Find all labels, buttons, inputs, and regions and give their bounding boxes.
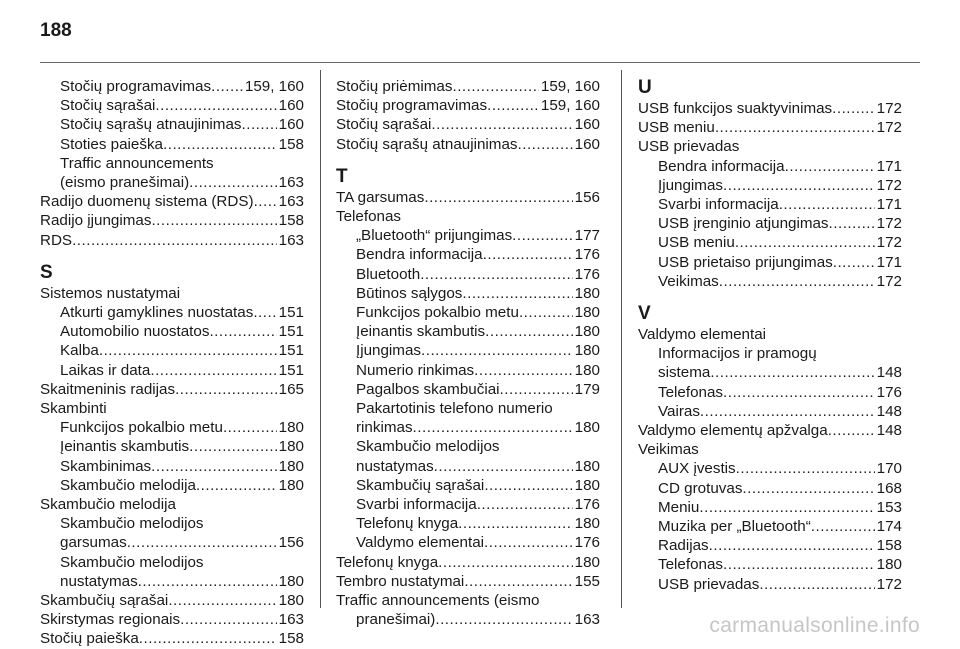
index-subentry [638, 195, 902, 214]
index-entry-term: Valdymo elementai [356, 534, 485, 552]
dot-leader [420, 265, 572, 284]
index-entry-term: Stočių sąrašų atnaujinimas [60, 116, 242, 134]
dot-leader [431, 115, 572, 134]
index-entry [336, 96, 600, 115]
index-entry-term: Radijo duomenų sistema (RDS) [40, 193, 254, 211]
index-subentry [336, 226, 600, 245]
dot-leader [462, 284, 572, 303]
dot-leader [72, 231, 277, 250]
index-entry-term: Veikimas [658, 272, 719, 290]
dot-leader [434, 457, 573, 476]
index-subentry [336, 284, 600, 303]
index-entry-term: Funkcijos pokalbio metu [60, 419, 223, 437]
index-subentry [40, 303, 304, 322]
index-entry-term: Stočių sąrašai [336, 116, 432, 134]
index-entry-pages: 180 [574, 419, 600, 437]
dot-leader [458, 514, 572, 533]
index-entry-term: Radijas [658, 537, 709, 555]
index-entry-pages: 159, 160 [244, 78, 304, 95]
index-subentry [638, 157, 902, 176]
index-entry-heading: Veikimas [638, 441, 699, 459]
index-entry [40, 211, 304, 230]
index-subentry [336, 514, 600, 533]
index-subentry [40, 135, 304, 154]
dot-leader [413, 418, 573, 437]
index-subentry [638, 498, 902, 517]
dot-leader [254, 192, 277, 211]
index-subentry [40, 361, 304, 380]
index-entry-pages: 163 [278, 193, 304, 211]
index-entry-pages: 159, 160 [540, 78, 600, 95]
index-subentry [638, 575, 902, 594]
index-subentry [638, 383, 902, 402]
dot-leader [512, 226, 572, 245]
index-subentry [638, 233, 902, 252]
index-subentry [40, 533, 304, 552]
dot-leader [484, 533, 573, 552]
dot-leader [723, 383, 875, 402]
dot-leader [155, 96, 276, 115]
dot-leader [828, 421, 875, 440]
index-entry [336, 553, 600, 572]
index-entry-pages: 180 [278, 438, 304, 456]
index-entry-pages: 172 [876, 234, 902, 252]
index-entry-pages: 165 [278, 380, 304, 398]
index-entry [40, 610, 304, 629]
dot-leader [189, 437, 277, 456]
index-entry-pages: 180 [574, 284, 600, 302]
dot-leader [189, 173, 277, 192]
index-entry-term: CD grotuvas [658, 479, 743, 497]
index-subentry [638, 176, 902, 195]
index-entry-pages: 160 [574, 135, 600, 153]
index-subentry [40, 476, 304, 495]
index-entry-pages: 179 [574, 380, 600, 398]
dot-leader [127, 533, 277, 552]
index-entry-pages: 172 [876, 119, 902, 137]
dot-leader [421, 341, 573, 360]
index-entry-term: Bendra informacija [356, 246, 483, 264]
index-entry-term: „Bluetooth“ prijungimas [356, 227, 513, 245]
index-entry-term: Bendra informacija [658, 157, 785, 175]
index-entry-pages: 176 [574, 534, 600, 552]
index-entry-term: Įjungimas [356, 342, 421, 360]
index-subentry [336, 476, 600, 495]
index-entry-term: Stočių programavimas [60, 78, 212, 95]
index-subentry [336, 303, 600, 322]
dot-leader [438, 553, 572, 572]
index-entry-term: Stočių programavimas [336, 97, 488, 115]
index-entry [638, 118, 902, 137]
index-subentry-heading: Skambučio melodijos [60, 515, 204, 533]
index-subentry [638, 402, 902, 421]
index-subentry [638, 479, 902, 498]
index-entry-term: Skirstymas regionais [40, 611, 181, 629]
index-entry-term: USB meniu [658, 234, 735, 252]
index-subentry [336, 418, 600, 437]
index-subentry [40, 457, 304, 476]
dot-leader [464, 572, 572, 591]
index-entry-term: Telefonas [658, 556, 724, 574]
dot-leader [518, 135, 573, 154]
index-subentry [336, 380, 600, 399]
index-entry-pages: 148 [876, 422, 902, 440]
index-subentry [336, 361, 600, 380]
index-entry-pages: 160 [278, 97, 304, 115]
dot-leader [785, 157, 875, 176]
index-entry-pages: 155 [574, 572, 600, 590]
index-entry-pages: 159, 160 [540, 97, 600, 115]
index-entry-pages: 174 [876, 518, 902, 536]
index-entry-pages: 168 [876, 479, 902, 497]
dot-leader [99, 341, 277, 360]
index-subentry-heading: Skambučio melodijos [60, 553, 204, 571]
index-entry-heading: Telefonas [336, 208, 402, 226]
index-entry-pages: 158 [278, 212, 304, 230]
index-entry-term: nustatymas [60, 572, 138, 590]
index-subentry-heading: Traffic announcements [60, 154, 214, 172]
index-entry-term: Numerio rinkimas [356, 361, 475, 379]
index-entry-pages: 180 [574, 457, 600, 475]
index-entry-term: Skambučio melodija [60, 476, 196, 494]
index-entry-pages: 153 [876, 498, 902, 516]
index-entry [336, 115, 600, 134]
index-subentry [336, 245, 600, 264]
index-subentry [638, 253, 902, 272]
column-divider-1 [320, 70, 321, 608]
index-subentry [336, 610, 600, 629]
index-entry-pages: 180 [876, 556, 902, 574]
index-entry-heading: Skambinti [40, 400, 107, 418]
dot-leader [832, 99, 875, 118]
index-subentry [336, 322, 600, 341]
index-entry-pages: 180 [574, 515, 600, 533]
index-entry-term: RDS [40, 231, 73, 249]
index-entry-pages: 176 [876, 383, 902, 401]
index-subentry [336, 265, 600, 284]
dot-leader [715, 118, 875, 137]
index-entry-pages: 171 [876, 253, 902, 271]
index-subentry [638, 536, 902, 555]
index-entry-term: Skaitmeninis radijas [40, 380, 176, 398]
index-entry [40, 192, 304, 211]
dot-leader [779, 195, 875, 214]
index-entry-term: Valdymo elementų apžvalga [638, 422, 828, 440]
index-subentry [638, 555, 902, 574]
dot-leader [700, 402, 875, 421]
dot-leader [452, 77, 538, 96]
index-entry-term: Skambinimas [60, 457, 152, 475]
index-entry-pages: 180 [278, 419, 304, 437]
dot-leader [500, 380, 573, 399]
index-entry-pages: 163 [574, 611, 600, 629]
index-subentry-heading: Skambučio melodijos [356, 438, 500, 456]
index-entry-pages: 151 [278, 304, 304, 322]
index-entry-term: Vairas [658, 402, 700, 420]
index-subentry-heading: Pakartotinis telefono numerio [356, 400, 553, 418]
index-subentry [638, 459, 902, 478]
dot-leader [723, 555, 875, 574]
dot-leader [180, 610, 277, 629]
index-entry-term: Būtinos sąlygos [356, 284, 463, 302]
index-entry-pages: 172 [876, 176, 902, 194]
index-section-letter: T [336, 165, 348, 187]
dot-leader [736, 459, 875, 478]
index-entry [638, 99, 902, 118]
index-entry-term: Įjungimas [658, 176, 723, 194]
dot-leader [742, 479, 874, 498]
index-entry-pages: 151 [278, 342, 304, 360]
index-entry-pages: 171 [876, 196, 902, 214]
index-subentry [638, 517, 902, 536]
index-subentry [40, 322, 304, 341]
index-entry-pages: 180 [278, 457, 304, 475]
index-entry-term: Stočių sąrašai [60, 97, 156, 115]
dot-leader [168, 591, 276, 610]
index-entry-term: garsumas [60, 534, 127, 552]
dot-leader [253, 303, 276, 322]
index-entry-term: Atkurti gamyklines nuostatas [60, 304, 254, 322]
index-entry-pages: 156 [574, 188, 600, 206]
dot-leader [483, 245, 573, 264]
dot-leader [759, 575, 874, 594]
index-subentry [336, 341, 600, 360]
index-subentry [40, 173, 304, 192]
dot-leader [487, 96, 539, 115]
index-entry-pages: 148 [876, 364, 902, 382]
index-entry-pages: 163 [278, 611, 304, 629]
dot-leader [829, 214, 875, 233]
index-entry-pages: 180 [574, 361, 600, 379]
dot-leader [209, 322, 276, 341]
index-entry [638, 421, 902, 440]
index-entry-term: Radijo įjungimas [40, 212, 152, 230]
index-entry-term: pranešimai) [356, 611, 436, 629]
index-subentry [40, 572, 304, 591]
index-entry-pages: 177 [574, 227, 600, 245]
dot-leader [735, 233, 875, 252]
index-entry-term: Stočių sąrašų atnaujinimas [336, 135, 518, 153]
index-entry-term: nustatymas [356, 457, 434, 475]
index-section-letter: U [638, 77, 652, 98]
index-entry [336, 188, 600, 207]
dot-leader [424, 188, 572, 207]
index-column-1 [40, 77, 304, 649]
index-entry-term: Muzika per „Bluetooth“ [658, 518, 811, 536]
index-entry-term: USB įrenginio atjungimas [658, 215, 829, 233]
index-entry-term: Stočių paieška [40, 630, 139, 648]
index-entry-term: Tembro nustatymai [336, 572, 465, 590]
index-entry-heading: Traffic announcements (eismo [336, 592, 540, 610]
index-entry [40, 629, 304, 648]
index-subentry [638, 363, 902, 382]
index-entry-pages: 180 [574, 323, 600, 341]
index-subentry [638, 214, 902, 233]
index-entry-term: Telefonų knyga [336, 553, 439, 571]
index-entry-term: Stočių priėmimas [336, 78, 453, 95]
dot-leader [477, 495, 573, 514]
index-entry-pages: 163 [278, 231, 304, 249]
dot-leader [719, 272, 875, 291]
index-entry-pages: 172 [876, 272, 902, 290]
dot-leader [163, 135, 277, 154]
index-entry-term: Įeinantis skambutis [356, 323, 486, 341]
dot-leader [699, 498, 874, 517]
dot-leader [709, 536, 875, 555]
index-entry [336, 77, 600, 96]
index-entry-term: Skambučių sąrašai [356, 476, 485, 494]
index-entry-pages: 180 [278, 592, 304, 610]
dot-leader [435, 610, 572, 629]
dot-leader [811, 517, 875, 536]
index-column-2 [336, 77, 600, 629]
index-entry-pages: 172 [876, 100, 902, 117]
index-entry-term: Laikas ir data [60, 361, 151, 379]
index-subentry [40, 115, 304, 134]
index-subentry [336, 457, 600, 476]
index-entry-heading: Valdymo elementai [638, 326, 767, 344]
index-entry-pages: 172 [876, 575, 902, 593]
dot-leader [519, 303, 573, 322]
index-entry-term: Svarbi informacija [658, 196, 779, 214]
index-entry-pages: 176 [574, 265, 600, 283]
index-entry-pages: 176 [574, 496, 600, 514]
index-entry-pages: 160 [278, 116, 304, 134]
page-number: 188 [40, 20, 72, 41]
dot-leader [175, 380, 277, 399]
index-entry-heading: Skambučio melodija [40, 496, 176, 514]
index-entry-pages: 151 [278, 361, 304, 379]
index-entry-pages: 180 [574, 553, 600, 571]
index-entry-term: Bluetooth [356, 265, 421, 283]
index-entry [40, 380, 304, 399]
index-entry-pages: 163 [278, 174, 304, 192]
index-section-letter: S [40, 261, 53, 283]
index-entry-pages: 170 [876, 460, 902, 478]
dot-leader [151, 211, 276, 230]
column-divider-2 [621, 70, 622, 608]
dot-leader [833, 253, 875, 272]
dot-leader [151, 457, 277, 476]
index-entry-term: rinkimas [356, 419, 413, 437]
index-entry-term: Pagalbos skambučiai [356, 380, 500, 398]
index-subentry [40, 96, 304, 115]
index-entry-term: Stoties paieška [60, 135, 163, 153]
dot-leader [138, 572, 277, 591]
index-entry-pages: 148 [876, 402, 902, 420]
index-subentry [40, 341, 304, 360]
index-entry-term: Meniu [658, 498, 700, 516]
index-subentry [40, 418, 304, 437]
index-entry-term: Telefonų knyga [356, 515, 459, 533]
index-entry-term: USB meniu [638, 119, 715, 137]
index-entry [336, 135, 600, 154]
index-entry-pages: 180 [574, 304, 600, 322]
index-entry-term: USB prievadas [658, 575, 760, 593]
index-subentry [638, 272, 902, 291]
index-entry-pages: 172 [876, 215, 902, 233]
dot-leader [223, 418, 277, 437]
index-entry-term: sistema [658, 364, 711, 382]
index-entry-heading: USB prievadas [638, 138, 740, 156]
dot-leader [242, 115, 277, 134]
index-entry-term: Telefonas [658, 383, 724, 401]
index-entry-term: AUX įvestis [658, 460, 736, 478]
index-entry-term: USB funkcijos suaktyvinimas [638, 100, 833, 117]
dot-leader [150, 361, 276, 380]
index-entry-heading: Sistemos nustatymai [40, 284, 181, 302]
index-subentry-heading: Informacijos ir pramogų [658, 345, 817, 363]
dot-leader [139, 629, 277, 648]
dot-leader [211, 77, 243, 96]
index-entry [40, 591, 304, 610]
index-entry-term: USB prietaiso prijungimas [658, 253, 833, 271]
index-entry-pages: 156 [278, 534, 304, 552]
index-column-3 [638, 77, 902, 594]
index-entry-term: Kalba [60, 342, 99, 360]
index-entry-term: TA garsumas [336, 188, 425, 206]
index-entry-pages: 180 [278, 476, 304, 494]
dot-leader [484, 476, 572, 495]
index-entry-pages: 151 [278, 323, 304, 341]
index-entry-pages: 180 [278, 572, 304, 590]
index-subentry [336, 533, 600, 552]
dot-leader [723, 176, 875, 195]
index-entry [336, 572, 600, 591]
index-entry [40, 231, 304, 250]
dot-leader [196, 476, 277, 495]
index-entry-term: Funkcijos pokalbio metu [356, 304, 519, 322]
index-entry-term: (eismo pranešimai) [60, 174, 190, 192]
dot-leader [485, 322, 573, 341]
index-subentry [336, 495, 600, 514]
header-rule [40, 62, 920, 63]
dot-leader [710, 363, 874, 382]
index-entry-pages: 171 [876, 157, 902, 175]
index-section-letter: V [638, 303, 651, 325]
index-subentry [40, 437, 304, 456]
index-entry-term: Įeinantis skambutis [60, 438, 190, 456]
index-entry-term: Automobilio nuostatos [60, 323, 210, 341]
index-entry-term: Skambučių sąrašai [40, 592, 169, 610]
index-subentry [40, 77, 304, 96]
index-entry-pages: 180 [574, 342, 600, 360]
index-entry-pages: 180 [574, 476, 600, 494]
index-entry-pages: 158 [278, 135, 304, 153]
index-entry-pages: 176 [574, 246, 600, 264]
index-entry-pages: 158 [876, 537, 902, 555]
index-entry-term: Svarbi informacija [356, 496, 477, 514]
dot-leader [474, 361, 573, 380]
index-entry-pages: 160 [574, 116, 600, 134]
index-entry-pages: 158 [278, 630, 304, 648]
watermark: carmanualsonline.info [709, 614, 920, 637]
